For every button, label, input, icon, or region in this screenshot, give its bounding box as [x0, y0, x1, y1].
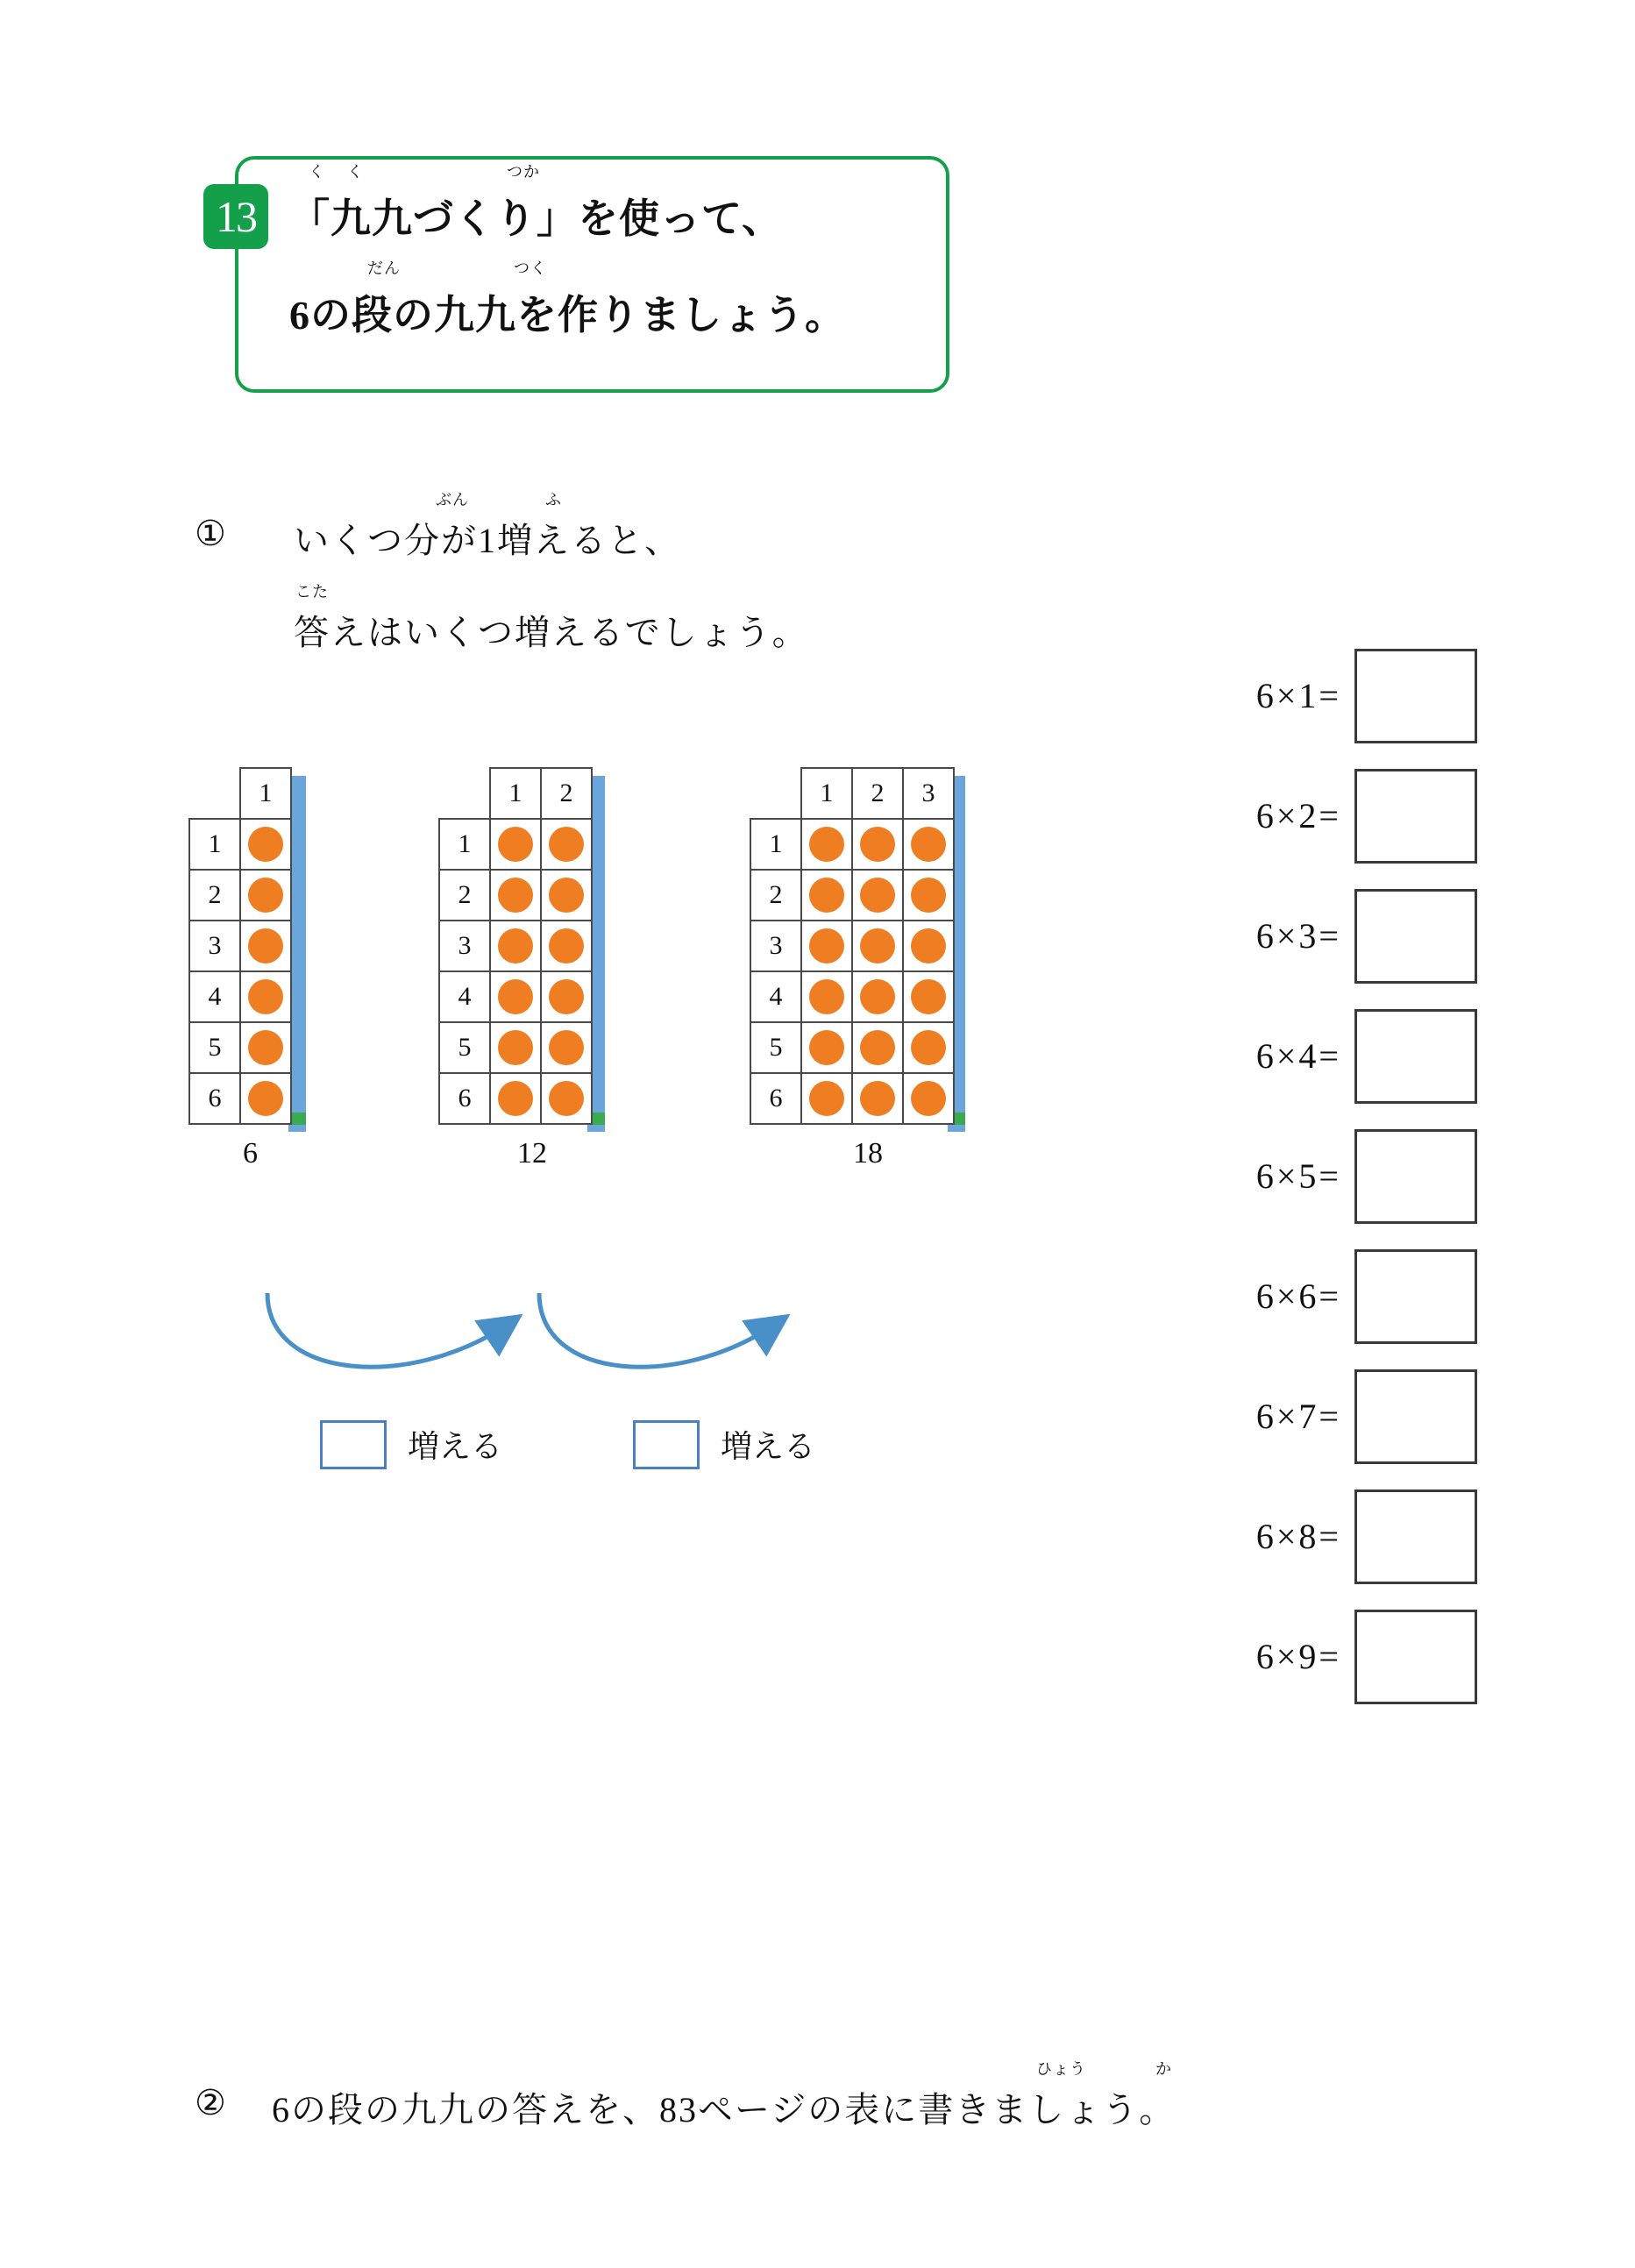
array-cell: [852, 971, 903, 1022]
array-row: [439, 1022, 592, 1073]
equation-label-1: 6×1=: [1255, 676, 1341, 715]
equation-answer-box-5[interactable]: [1354, 1129, 1477, 1224]
array-cell: [903, 1073, 954, 1124]
equation-answer-box-7[interactable]: [1354, 1369, 1477, 1464]
equation-label-4: 6×4=: [1255, 1036, 1341, 1076]
increase-answer-box-1[interactable]: [320, 1420, 387, 1469]
counter-dot: [911, 928, 946, 963]
ruby-annotation: つく: [514, 260, 547, 277]
row-label: 5: [750, 1022, 801, 1073]
row-label: 3: [439, 921, 490, 971]
array-cell: [852, 870, 903, 921]
array-cell: [490, 921, 541, 971]
counter-dot: [549, 928, 584, 963]
row-label: 2: [189, 870, 240, 921]
array-cell: [490, 870, 541, 921]
row-label: 5: [189, 1022, 240, 1073]
counter-dot: [498, 878, 533, 913]
array-row: [750, 819, 954, 870]
counter-dot: [549, 1030, 584, 1065]
ruby-annotation: く: [347, 163, 364, 181]
array-2: [438, 767, 593, 1125]
counter-dot: [911, 827, 946, 862]
ruby-annotation: ぶん: [436, 491, 469, 508]
equation-answer-box-2[interactable]: [1354, 769, 1477, 864]
array-row: [189, 921, 291, 971]
array-row: [189, 1022, 291, 1073]
array-cell: [801, 971, 852, 1022]
array-cell: [240, 971, 291, 1022]
array-row: [439, 1073, 592, 1124]
ruby-annotation: く: [309, 163, 325, 181]
counter-dot: [549, 827, 584, 862]
array-row: [189, 870, 291, 921]
equation-answer-box-8[interactable]: [1354, 1489, 1477, 1584]
array-cell: [801, 921, 852, 971]
ruby-annotation: ひょう: [1036, 2060, 1086, 2078]
counter-dot: [911, 1030, 946, 1065]
counter-dot: [498, 1081, 533, 1116]
ruby-annotation: こた: [295, 583, 329, 601]
column-header: 1: [240, 768, 291, 819]
array-row: [439, 870, 592, 921]
row-label: 1: [439, 819, 490, 870]
ruby-annotation: つか: [507, 163, 540, 181]
array-row: [189, 1073, 291, 1124]
title-line-2: 6の段の九九を作りましょう。: [289, 293, 846, 338]
exercise-number-badge: 13: [203, 184, 268, 249]
array-cell: [903, 870, 954, 921]
counter-dot: [911, 979, 946, 1014]
row-label: 2: [750, 870, 801, 921]
array-cell: [490, 971, 541, 1022]
equation-label-5: 6×5=: [1255, 1156, 1341, 1196]
row-label: 4: [189, 971, 240, 1022]
ruby-annotation: ふ: [545, 491, 562, 508]
row-label: 4: [439, 971, 490, 1022]
column-header: 1: [801, 768, 852, 819]
array-cell: [852, 819, 903, 870]
counter-dot: [248, 878, 283, 913]
row-label: 6: [750, 1073, 801, 1124]
column-header: 3: [903, 768, 954, 819]
counter-dot: [549, 1081, 584, 1116]
counter-dot: [809, 979, 844, 1014]
counter-dot: [860, 1030, 895, 1065]
array-row: [750, 1022, 954, 1073]
equation-answer-box-4[interactable]: [1354, 1009, 1477, 1104]
row-label: 5: [439, 1022, 490, 1073]
row-label: 6: [439, 1073, 490, 1124]
question-2-text: 6の段の九九の答えを、83ページの表に書きましょう。: [272, 2090, 1176, 2129]
ruby-annotation: だん: [367, 260, 401, 277]
array-cell: [490, 1022, 541, 1073]
equation-answer-box-6[interactable]: [1354, 1249, 1477, 1344]
array-cell: [240, 1073, 291, 1124]
row-label: 1: [189, 819, 240, 870]
row-label: 3: [189, 921, 240, 971]
array-cell: [240, 870, 291, 921]
equation-answer-box-9[interactable]: [1354, 1610, 1477, 1704]
counter-dot: [248, 827, 283, 862]
array-row: [189, 971, 291, 1022]
equation-label-3: 6×3=: [1255, 916, 1341, 956]
array-cell: [541, 921, 592, 971]
counter-dot: [860, 928, 895, 963]
increase-label-2: 増える: [721, 1429, 816, 1464]
counter-dot: [809, 1081, 844, 1116]
counter-dot: [809, 878, 844, 913]
array-cell: [852, 1073, 903, 1124]
column-header: 1: [490, 768, 541, 819]
array-row: [750, 1073, 954, 1124]
column-header: 2: [852, 768, 903, 819]
array-cell: [903, 819, 954, 870]
question-1-line-1: いくつ分が1増えると、: [294, 521, 681, 560]
array-cell: [240, 819, 291, 870]
array-cell: [801, 1073, 852, 1124]
title-line-1: 「九九づくり」を使って、: [289, 196, 784, 241]
equation-label-2: 6×2=: [1255, 796, 1341, 835]
question-1-line-2: 答えはいくつ増えるでしょう。: [294, 613, 809, 652]
counter-dot: [911, 878, 946, 913]
array-total-1: 6: [243, 1137, 258, 1170]
array-1: [188, 767, 292, 1125]
counter-dot: [860, 1081, 895, 1116]
row-label: 3: [750, 921, 801, 971]
array-cell: [903, 971, 954, 1022]
equation-label-7: 6×7=: [1255, 1397, 1341, 1436]
corner-cell: [439, 768, 490, 819]
array-row: [750, 971, 954, 1022]
counter-dot: [860, 979, 895, 1014]
array-row: [439, 921, 592, 971]
row-label: 6: [189, 1073, 240, 1124]
equation-label-9: 6×9=: [1255, 1637, 1341, 1676]
array-cell: [541, 870, 592, 921]
counter-dot: [549, 979, 584, 1014]
question-2-marker: ②: [195, 2083, 226, 2122]
array-row: [750, 921, 954, 971]
array-total-2: 12: [517, 1137, 547, 1170]
equation-label-8: 6×8=: [1255, 1517, 1341, 1556]
array-cell: [852, 1022, 903, 1073]
array-cell: [541, 1022, 592, 1073]
array-cell: [490, 1073, 541, 1124]
row-label: 4: [750, 971, 801, 1022]
increase-arrows: [237, 1284, 938, 1411]
counter-dot: [809, 928, 844, 963]
corner-cell: [750, 768, 801, 819]
counter-dot: [911, 1081, 946, 1116]
row-label: 2: [439, 870, 490, 921]
array-cell: [852, 921, 903, 971]
array-cell: [801, 870, 852, 921]
array-row: [439, 971, 592, 1022]
counter-dot: [809, 1030, 844, 1065]
counter-dot: [498, 1030, 533, 1065]
increase-label-1: 増える: [408, 1429, 503, 1464]
counter-dot: [809, 827, 844, 862]
array-row: [750, 870, 954, 921]
array-3: [750, 767, 955, 1125]
array-cell: [240, 921, 291, 971]
counter-dot: [248, 979, 283, 1014]
counter-dot: [860, 827, 895, 862]
counter-dot: [498, 979, 533, 1014]
array-cell: [903, 1022, 954, 1073]
equation-answer-box-1[interactable]: [1354, 649, 1477, 743]
question-1-marker: ①: [195, 514, 226, 553]
corner-cell: [189, 768, 240, 819]
row-label: 1: [750, 819, 801, 870]
counter-dot: [248, 1030, 283, 1065]
counter-dot: [498, 827, 533, 862]
array-cell: [541, 1073, 592, 1124]
equation-label-6: 6×6=: [1255, 1276, 1341, 1316]
increase-answer-box-2[interactable]: [633, 1420, 700, 1469]
equation-answer-box-3[interactable]: [1354, 889, 1477, 984]
array-row: [439, 819, 592, 870]
array-cell: [801, 1022, 852, 1073]
array-total-3: 18: [853, 1137, 883, 1170]
array-cell: [541, 971, 592, 1022]
counter-dot: [860, 878, 895, 913]
ruby-annotation: か: [1155, 2060, 1172, 2078]
array-cell: [903, 921, 954, 971]
array-cell: [541, 819, 592, 870]
array-row: [189, 819, 291, 870]
column-header: 2: [541, 768, 592, 819]
counter-dot: [498, 928, 533, 963]
counter-dot: [549, 878, 584, 913]
counter-dot: [248, 1081, 283, 1116]
array-cell: [801, 819, 852, 870]
counter-dot: [248, 928, 283, 963]
array-cell: [240, 1022, 291, 1073]
array-cell: [490, 819, 541, 870]
